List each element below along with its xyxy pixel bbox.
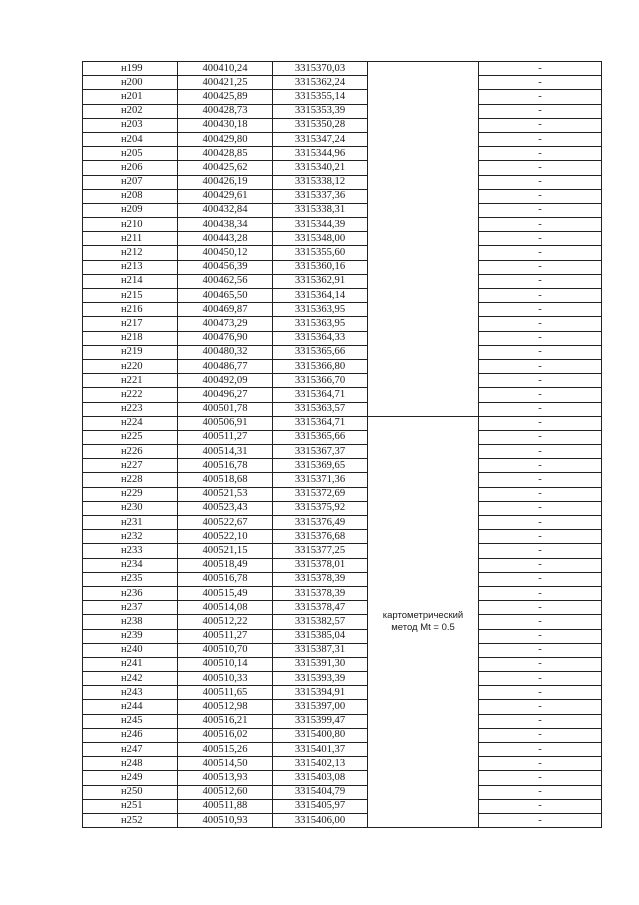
table-row <box>83 189 602 203</box>
x-coordinate-cell: 400513,93 <box>178 771 273 785</box>
point-name-cell: н233 <box>83 544 178 558</box>
y-coordinate-cell: 3315360,16 <box>273 260 368 274</box>
table-row <box>83 374 602 388</box>
table-row <box>83 147 602 161</box>
y-coordinate-cell: 3315402,13 <box>273 757 368 771</box>
dash-cell: - <box>479 785 602 799</box>
dash-cell: - <box>479 246 602 260</box>
table-row <box>83 615 602 629</box>
x-coordinate-cell: 400462,56 <box>178 274 273 288</box>
x-coordinate-cell: 400521,15 <box>178 544 273 558</box>
method-note-line2: метод Mt = 0.5 <box>391 621 455 633</box>
table-row <box>83 62 602 76</box>
table-row <box>83 544 602 558</box>
y-coordinate-cell: 3315397,00 <box>273 700 368 714</box>
y-coordinate-cell: 3315378,39 <box>273 586 368 600</box>
point-name-cell: н230 <box>83 501 178 515</box>
x-coordinate-cell: 400521,53 <box>178 487 273 501</box>
point-name-cell: н238 <box>83 615 178 629</box>
point-name-cell: н224 <box>83 416 178 430</box>
x-coordinate-cell: 400510,70 <box>178 643 273 657</box>
table-row <box>83 728 602 742</box>
y-coordinate-cell: 3315391,30 <box>273 657 368 671</box>
table-row <box>83 601 602 615</box>
table-row <box>83 161 602 175</box>
point-name-cell: н211 <box>83 232 178 246</box>
point-name-cell: н232 <box>83 530 178 544</box>
x-coordinate-cell: 400480,32 <box>178 345 273 359</box>
x-coordinate-cell: 400518,68 <box>178 473 273 487</box>
point-name-cell: н251 <box>83 799 178 813</box>
table-row <box>83 501 602 515</box>
x-coordinate-cell: 400522,67 <box>178 516 273 530</box>
point-name-cell: н217 <box>83 317 178 331</box>
table-row <box>83 260 602 274</box>
table-row <box>83 118 602 132</box>
y-coordinate-cell: 3315363,95 <box>273 317 368 331</box>
x-coordinate-cell: 400515,49 <box>178 586 273 600</box>
x-coordinate-cell: 400438,34 <box>178 218 273 232</box>
x-coordinate-cell: 400428,85 <box>178 147 273 161</box>
point-name-cell: н252 <box>83 813 178 827</box>
point-name-cell: н218 <box>83 331 178 345</box>
dash-cell: - <box>479 757 602 771</box>
y-coordinate-cell: 3315394,91 <box>273 686 368 700</box>
dash-cell: - <box>479 203 602 217</box>
table-row <box>83 473 602 487</box>
y-coordinate-cell: 3315406,00 <box>273 813 368 827</box>
x-coordinate-cell: 400518,49 <box>178 558 273 572</box>
method-cell-empty <box>368 62 479 417</box>
table-row <box>83 487 602 501</box>
dash-cell: - <box>479 799 602 813</box>
x-coordinate-cell: 400492,09 <box>178 374 273 388</box>
y-coordinate-cell: 3315372,69 <box>273 487 368 501</box>
dash-cell: - <box>479 317 602 331</box>
table-row <box>83 743 602 757</box>
table-row <box>83 757 602 771</box>
point-name-cell: н203 <box>83 118 178 132</box>
dash-cell: - <box>479 161 602 175</box>
dash-cell: - <box>479 558 602 572</box>
table-row <box>83 331 602 345</box>
y-coordinate-cell: 3315370,03 <box>273 62 368 76</box>
table-row <box>83 303 602 317</box>
dash-cell: - <box>479 374 602 388</box>
point-name-cell: н213 <box>83 260 178 274</box>
y-coordinate-cell: 3315364,33 <box>273 331 368 345</box>
table-row <box>83 132 602 146</box>
table-row <box>83 175 602 189</box>
dash-cell: - <box>479 62 602 76</box>
coordinates-table <box>82 61 602 828</box>
x-coordinate-cell: 400432,84 <box>178 203 273 217</box>
coordinates-table-body <box>83 62 602 828</box>
x-coordinate-cell: 400512,22 <box>178 615 273 629</box>
dash-cell: - <box>479 601 602 615</box>
y-coordinate-cell: 3315348,00 <box>273 232 368 246</box>
table-row <box>83 388 602 402</box>
y-coordinate-cell: 3315378,47 <box>273 601 368 615</box>
x-coordinate-cell: 400425,89 <box>178 90 273 104</box>
point-name-cell: н244 <box>83 700 178 714</box>
y-coordinate-cell: 3315404,79 <box>273 785 368 799</box>
y-coordinate-cell: 3315393,39 <box>273 672 368 686</box>
x-coordinate-cell: 400510,33 <box>178 672 273 686</box>
point-name-cell: н201 <box>83 90 178 104</box>
table-row <box>83 232 602 246</box>
point-name-cell: н248 <box>83 757 178 771</box>
y-coordinate-cell: 3315387,31 <box>273 643 368 657</box>
point-name-cell: н226 <box>83 445 178 459</box>
point-name-cell: н247 <box>83 743 178 757</box>
point-name-cell: н237 <box>83 601 178 615</box>
dash-cell: - <box>479 260 602 274</box>
point-name-cell: н246 <box>83 728 178 742</box>
point-name-cell: н225 <box>83 430 178 444</box>
point-name-cell: н231 <box>83 516 178 530</box>
point-name-cell: н200 <box>83 76 178 90</box>
dash-cell: - <box>479 90 602 104</box>
dash-cell: - <box>479 175 602 189</box>
x-coordinate-cell: 400516,02 <box>178 728 273 742</box>
point-name-cell: н236 <box>83 586 178 600</box>
table-row <box>83 700 602 714</box>
point-name-cell: н221 <box>83 374 178 388</box>
table-row <box>83 246 602 260</box>
y-coordinate-cell: 3315344,39 <box>273 218 368 232</box>
dash-cell: - <box>479 672 602 686</box>
dash-cell: - <box>479 544 602 558</box>
table-row <box>83 203 602 217</box>
point-name-cell: н210 <box>83 218 178 232</box>
y-coordinate-cell: 3315369,65 <box>273 459 368 473</box>
y-coordinate-cell: 3315375,92 <box>273 501 368 515</box>
x-coordinate-cell: 400522,10 <box>178 530 273 544</box>
dash-cell: - <box>479 459 602 473</box>
table-row <box>83 274 602 288</box>
y-coordinate-cell: 3315355,14 <box>273 90 368 104</box>
x-coordinate-cell: 400516,78 <box>178 459 273 473</box>
x-coordinate-cell: 400512,98 <box>178 700 273 714</box>
table-row <box>83 657 602 671</box>
table-row <box>83 459 602 473</box>
point-name-cell: н250 <box>83 785 178 799</box>
x-coordinate-cell: 400456,39 <box>178 260 273 274</box>
point-name-cell: н205 <box>83 147 178 161</box>
table-row <box>83 629 602 643</box>
x-coordinate-cell: 400523,43 <box>178 501 273 515</box>
dash-cell: - <box>479 615 602 629</box>
y-coordinate-cell: 3315401,37 <box>273 743 368 757</box>
dash-cell: - <box>479 303 602 317</box>
table-row <box>83 516 602 530</box>
table-row <box>83 785 602 799</box>
point-name-cell: н208 <box>83 189 178 203</box>
dash-cell: - <box>479 189 602 203</box>
table-row <box>83 799 602 813</box>
y-coordinate-cell: 3315382,57 <box>273 615 368 629</box>
dash-cell: - <box>479 771 602 785</box>
table-row <box>83 572 602 586</box>
dash-cell: - <box>479 289 602 303</box>
dash-cell: - <box>479 473 602 487</box>
dash-cell: - <box>479 388 602 402</box>
x-coordinate-cell: 400410,24 <box>178 62 273 76</box>
dash-cell: - <box>479 232 602 246</box>
table-row <box>83 643 602 657</box>
dash-cell: - <box>479 345 602 359</box>
table-row <box>83 289 602 303</box>
table-row <box>83 445 602 459</box>
x-coordinate-cell: 400514,31 <box>178 445 273 459</box>
y-coordinate-cell: 3315366,80 <box>273 359 368 373</box>
y-coordinate-cell: 3315340,21 <box>273 161 368 175</box>
table-row <box>83 416 602 430</box>
y-coordinate-cell: 3315399,47 <box>273 714 368 728</box>
table-row <box>83 672 602 686</box>
x-coordinate-cell: 400496,27 <box>178 388 273 402</box>
point-name-cell: н242 <box>83 672 178 686</box>
point-name-cell: н207 <box>83 175 178 189</box>
dash-cell: - <box>479 147 602 161</box>
x-coordinate-cell: 400511,88 <box>178 799 273 813</box>
table-row <box>83 76 602 90</box>
table-row <box>83 714 602 728</box>
point-name-cell: н235 <box>83 572 178 586</box>
dash-cell: - <box>479 643 602 657</box>
y-coordinate-cell: 3315367,37 <box>273 445 368 459</box>
dash-cell: - <box>479 743 602 757</box>
point-name-cell: н243 <box>83 686 178 700</box>
y-coordinate-cell: 3315371,36 <box>273 473 368 487</box>
x-coordinate-cell: 400511,65 <box>178 686 273 700</box>
point-name-cell: н219 <box>83 345 178 359</box>
table-row <box>83 558 602 572</box>
dash-cell: - <box>479 132 602 146</box>
y-coordinate-cell: 3315377,25 <box>273 544 368 558</box>
table-row <box>83 530 602 544</box>
dash-cell: - <box>479 359 602 373</box>
x-coordinate-cell: 400430,18 <box>178 118 273 132</box>
point-name-cell: н239 <box>83 629 178 643</box>
y-coordinate-cell: 3315364,14 <box>273 289 368 303</box>
x-coordinate-cell: 400476,90 <box>178 331 273 345</box>
point-name-cell: н220 <box>83 359 178 373</box>
dash-cell: - <box>479 813 602 827</box>
x-coordinate-cell: 400511,27 <box>178 430 273 444</box>
y-coordinate-cell: 3315344,96 <box>273 147 368 161</box>
dash-cell: - <box>479 104 602 118</box>
x-coordinate-cell: 400510,14 <box>178 657 273 671</box>
dash-cell: - <box>479 76 602 90</box>
x-coordinate-cell: 400486,77 <box>178 359 273 373</box>
dash-cell: - <box>479 331 602 345</box>
x-coordinate-cell: 400428,73 <box>178 104 273 118</box>
x-coordinate-cell: 400514,50 <box>178 757 273 771</box>
y-coordinate-cell: 3315350,28 <box>273 118 368 132</box>
table-row <box>83 813 602 827</box>
dash-cell: - <box>479 686 602 700</box>
point-name-cell: н215 <box>83 289 178 303</box>
dash-cell: - <box>479 530 602 544</box>
dash-cell: - <box>479 118 602 132</box>
x-coordinate-cell: 400421,25 <box>178 76 273 90</box>
table-row <box>83 104 602 118</box>
y-coordinate-cell: 3315365,66 <box>273 430 368 444</box>
dash-cell: - <box>479 714 602 728</box>
x-coordinate-cell: 400516,21 <box>178 714 273 728</box>
x-coordinate-cell: 400511,27 <box>178 629 273 643</box>
point-name-cell: н245 <box>83 714 178 728</box>
point-name-cell: н214 <box>83 274 178 288</box>
dash-cell: - <box>479 700 602 714</box>
x-coordinate-cell: 400473,29 <box>178 317 273 331</box>
x-coordinate-cell: 400510,93 <box>178 813 273 827</box>
point-name-cell: н241 <box>83 657 178 671</box>
point-name-cell: н249 <box>83 771 178 785</box>
point-name-cell: н202 <box>83 104 178 118</box>
y-coordinate-cell: 3315366,70 <box>273 374 368 388</box>
point-name-cell: н240 <box>83 643 178 657</box>
y-coordinate-cell: 3315364,71 <box>273 416 368 430</box>
table-row <box>83 430 602 444</box>
y-coordinate-cell: 3315378,01 <box>273 558 368 572</box>
y-coordinate-cell: 3315338,12 <box>273 175 368 189</box>
table-row <box>83 359 602 373</box>
y-coordinate-cell: 3315355,60 <box>273 246 368 260</box>
dash-cell: - <box>479 586 602 600</box>
x-coordinate-cell: 400426,19 <box>178 175 273 189</box>
x-coordinate-cell: 400429,80 <box>178 132 273 146</box>
x-coordinate-cell: 400506,91 <box>178 416 273 430</box>
y-coordinate-cell: 3315403,08 <box>273 771 368 785</box>
table-row <box>83 586 602 600</box>
method-note-line1: картометрический <box>382 609 464 621</box>
dash-cell: - <box>479 402 602 416</box>
x-coordinate-cell: 400515,26 <box>178 743 273 757</box>
point-name-cell: н223 <box>83 402 178 416</box>
y-coordinate-cell: 3315365,66 <box>273 345 368 359</box>
point-name-cell: н216 <box>83 303 178 317</box>
point-name-cell: н228 <box>83 473 178 487</box>
point-name-cell: н212 <box>83 246 178 260</box>
y-coordinate-cell: 3315400,80 <box>273 728 368 742</box>
y-coordinate-cell: 3315376,49 <box>273 516 368 530</box>
y-coordinate-cell: 3315362,91 <box>273 274 368 288</box>
table-row <box>83 686 602 700</box>
y-coordinate-cell: 3315338,31 <box>273 203 368 217</box>
point-name-cell: н206 <box>83 161 178 175</box>
point-name-cell: н229 <box>83 487 178 501</box>
dash-cell: - <box>479 657 602 671</box>
y-coordinate-cell: 3315362,24 <box>273 76 368 90</box>
y-coordinate-cell: 3315378,39 <box>273 572 368 586</box>
method-note-cell <box>368 416 479 827</box>
x-coordinate-cell: 400425,62 <box>178 161 273 175</box>
y-coordinate-cell: 3315364,71 <box>273 388 368 402</box>
dash-cell: - <box>479 728 602 742</box>
dash-cell: - <box>479 416 602 430</box>
x-coordinate-cell: 400516,78 <box>178 572 273 586</box>
dash-cell: - <box>479 487 602 501</box>
table-row <box>83 402 602 416</box>
table-row <box>83 771 602 785</box>
dash-cell: - <box>479 218 602 232</box>
table-row <box>83 90 602 104</box>
y-coordinate-cell: 3315376,68 <box>273 530 368 544</box>
dash-cell: - <box>479 629 602 643</box>
x-coordinate-cell: 400443,28 <box>178 232 273 246</box>
point-name-cell: н204 <box>83 132 178 146</box>
point-name-cell: н199 <box>83 62 178 76</box>
dash-cell: - <box>479 430 602 444</box>
dash-cell: - <box>479 445 602 459</box>
x-coordinate-cell: 400469,87 <box>178 303 273 317</box>
x-coordinate-cell: 400429,61 <box>178 189 273 203</box>
table-row <box>83 218 602 232</box>
y-coordinate-cell: 3315337,36 <box>273 189 368 203</box>
dash-cell: - <box>479 274 602 288</box>
y-coordinate-cell: 3315347,24 <box>273 132 368 146</box>
point-name-cell: н234 <box>83 558 178 572</box>
y-coordinate-cell: 3315405,97 <box>273 799 368 813</box>
point-name-cell: н222 <box>83 388 178 402</box>
table-row <box>83 317 602 331</box>
point-name-cell: н227 <box>83 459 178 473</box>
x-coordinate-cell: 400501,78 <box>178 402 273 416</box>
dash-cell: - <box>479 501 602 515</box>
y-coordinate-cell: 3315385,04 <box>273 629 368 643</box>
x-coordinate-cell: 400465,50 <box>178 289 273 303</box>
x-coordinate-cell: 400512,60 <box>178 785 273 799</box>
dash-cell: - <box>479 572 602 586</box>
y-coordinate-cell: 3315353,39 <box>273 104 368 118</box>
point-name-cell: н209 <box>83 203 178 217</box>
table-row <box>83 345 602 359</box>
x-coordinate-cell: 400514,08 <box>178 601 273 615</box>
y-coordinate-cell: 3315363,57 <box>273 402 368 416</box>
y-coordinate-cell: 3315363,95 <box>273 303 368 317</box>
dash-cell: - <box>479 516 602 530</box>
x-coordinate-cell: 400450,12 <box>178 246 273 260</box>
